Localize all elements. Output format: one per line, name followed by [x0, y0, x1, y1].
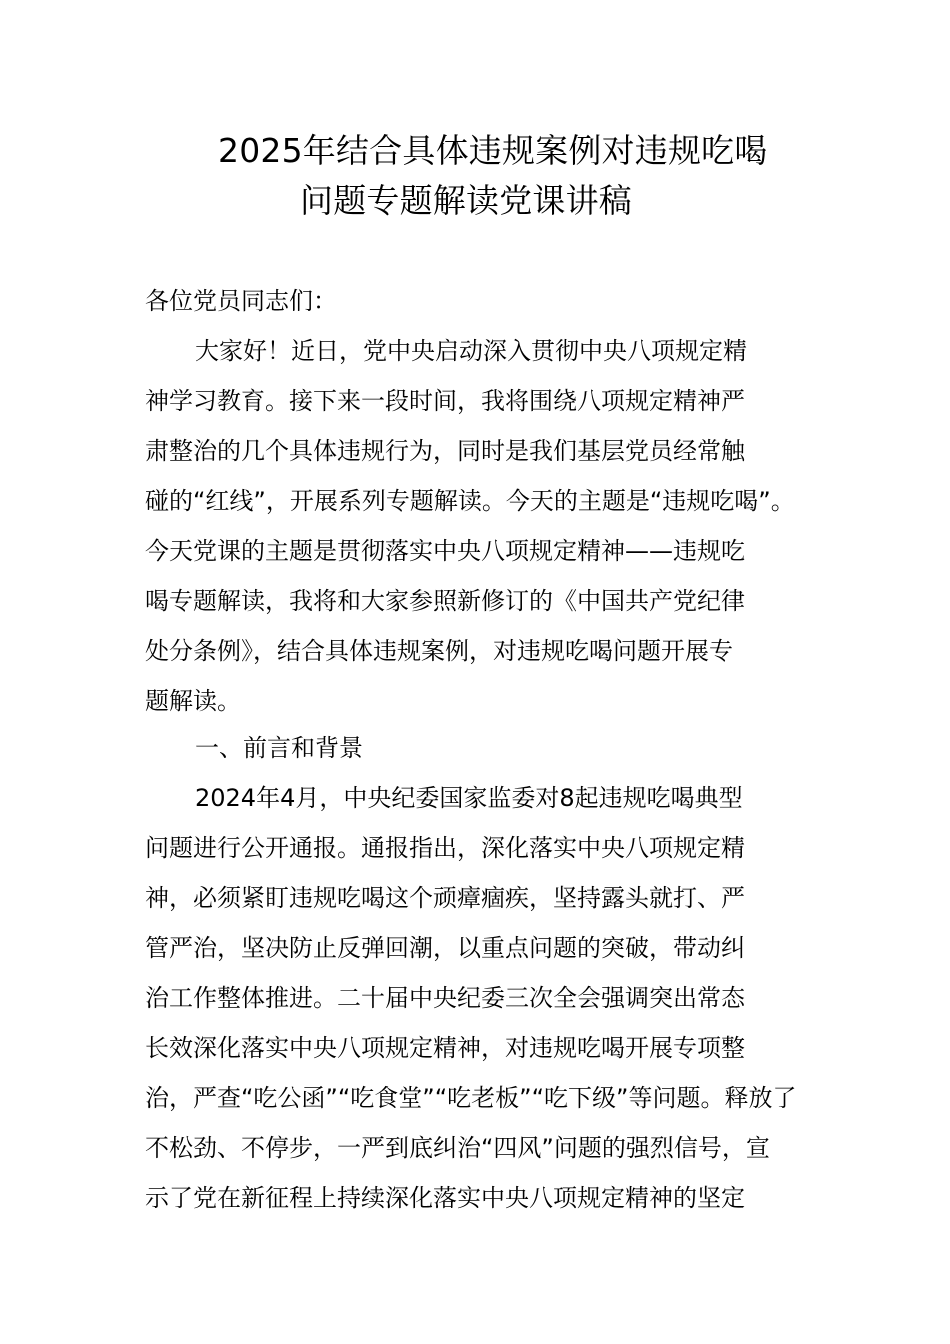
paragraph-background — [145, 773, 796, 1223]
text-line: 管严治，坚决防止反弹回潮，以重点问题的突破，带动纠 — [145, 934, 745, 962]
text-line: 长效深化落实中央八项规定精神，对违规吃喝开展专项整 — [145, 1034, 745, 1062]
text-line: 处分条例》，结合具体违规案例，对违规吃喝问题开展专 — [145, 637, 733, 665]
text-line: 喝专题解读，我将和大家参照新修订的《中国共产党纪律 — [145, 587, 745, 615]
text-line: 肃整治的几个具体违规行为，同时是我们基层党员经常触 — [145, 437, 745, 465]
text-line: 今天党课的主题是贯彻落实中央八项规定精神——违规吃 — [145, 537, 745, 565]
text-line: 不松劲、不停步，一严到底纠治“四风”问题的强烈信号，宣 — [145, 1134, 770, 1162]
text-line: 大家好！近日，党中央启动深入贯彻中央八项规定精 — [195, 337, 747, 365]
text-line: 示了党在新征程上持续深化落实中央八项规定精神的坚定 — [145, 1184, 745, 1212]
text-line: 治，严查“吃公函”“吃食堂”“吃老板”“吃下级”等问题。释放了 — [145, 1084, 797, 1112]
text-line: 问题进行公开通报。通报指出，深化落实中央八项规定精 — [145, 834, 745, 862]
paragraph-intro — [145, 326, 795, 726]
text-line: 神，必须紧盯违规吃喝这个顽瘴痼疾，坚持露头就打、严 — [145, 884, 745, 912]
document-title-line-2: 问题专题解读党课讲稿 — [300, 181, 632, 220]
text-line: 神学习教育。接下来一段时间，我将围绕八项规定精神严 — [145, 387, 745, 415]
text-line: 题解读。 — [145, 687, 241, 715]
text-line: 治工作整体推进。二十届中央纪委三次全会强调突出常态 — [145, 984, 745, 1012]
section-heading: 一、前言和背景 — [195, 734, 363, 762]
text-line: 2024年4月，中央纪委国家监委对8起违规吃喝典型 — [195, 784, 743, 812]
document-title-line-1: 2025年结合具体违规案例对违规吃喝 — [218, 131, 768, 170]
salutation: 各位党员同志们： — [145, 287, 337, 315]
text-line: 碰的“红线”，开展系列专题解读。今天的主题是“违规吃喝”。 — [145, 487, 795, 515]
